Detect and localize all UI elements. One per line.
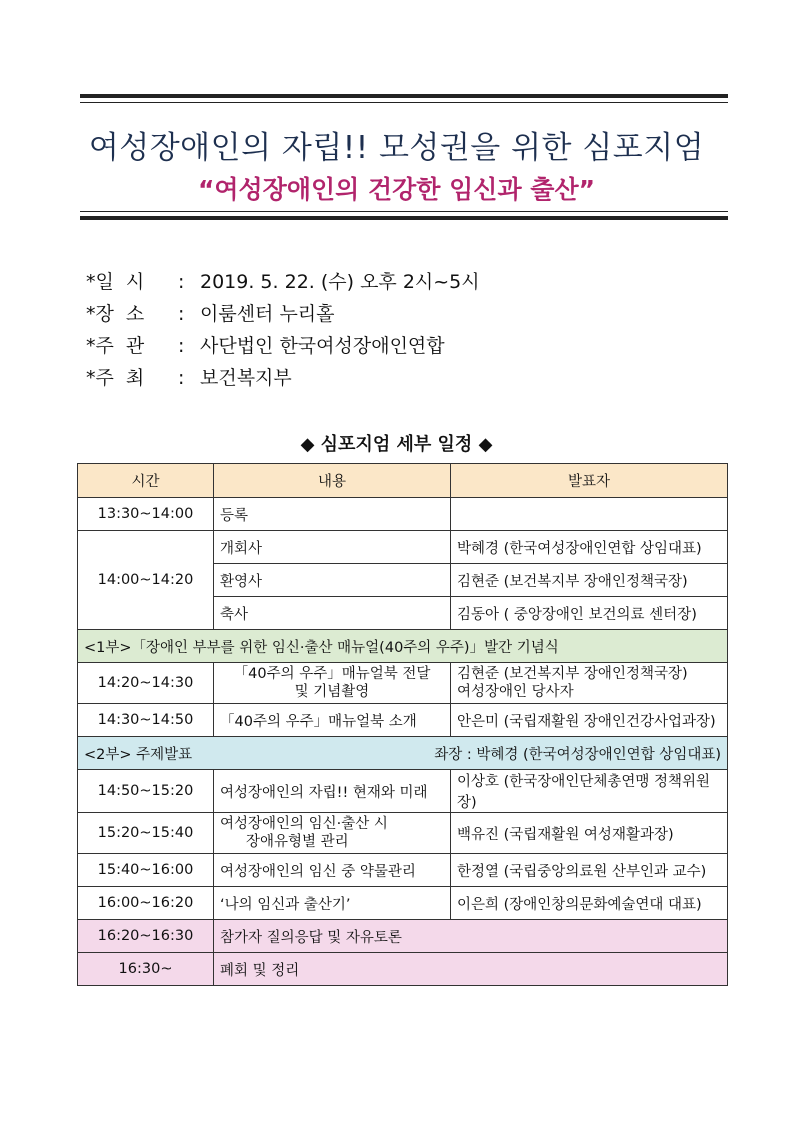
speaker-cell: 안은미 (국립재활원 장애인건강사업과장) [451, 704, 728, 737]
speaker-cell: 이상호 (한국장애인단체총연맹 정책위원장) [451, 770, 728, 813]
event-info [86, 266, 480, 394]
content-cell: 등록 [214, 498, 451, 531]
speaker-cell: 백유진 (국립재활원 여성재활과장) [451, 813, 728, 854]
speaker-line: 김현준 (보건복지부 장애인정책국장) [457, 666, 688, 682]
time-cell: 14:50~15:20 [78, 770, 214, 813]
speaker-cell: 김현준 (보건복지부 장애인정책국장) [451, 564, 728, 597]
info-value: 2019. 5. 22. (수) 오후 2시~5시 [200, 271, 480, 293]
table-row [78, 813, 728, 854]
time-cell: 15:40~16:00 [78, 854, 214, 887]
info-label: *주 최 [86, 367, 145, 389]
info-organizer [86, 362, 480, 394]
table-header [78, 464, 728, 498]
table-row [78, 498, 728, 531]
time-cell: 14:30~14:50 [78, 704, 214, 737]
page-subtitle: “여성장애인의 건강한 임신과 출산” [197, 175, 596, 204]
table-row [78, 663, 728, 704]
info-value: 보건복지부 [200, 367, 292, 389]
content-line: 및 기념촬영 [294, 684, 370, 700]
section-title: <2부> 주제발표 [84, 746, 193, 763]
info-colon: : [178, 271, 185, 293]
time-cell: 16:30~ [78, 953, 214, 986]
content-cell: 「40주의 우주」매뉴얼북 소개 [214, 704, 451, 737]
section-row-part2 [78, 737, 728, 770]
info-colon: : [178, 335, 185, 357]
section-chair: 좌장 : 박혜경 (한국여성장애인연합 상임대표) [434, 746, 721, 763]
info-date [86, 266, 480, 298]
speaker-cell: 박혜경 (한국여성장애인연합 상임대표) [451, 531, 728, 564]
header-speaker: 발표자 [451, 464, 728, 498]
schedule-title: ◆ 심포지엄 세부 일정 ◆ [300, 434, 493, 455]
table-row [78, 770, 728, 813]
table-row [78, 854, 728, 887]
bottom-double-rule [80, 211, 728, 220]
info-colon: : [178, 367, 185, 389]
time-cell: 13:30~14:00 [78, 498, 214, 531]
info-host [86, 330, 480, 362]
content-cell: 여성장애인의 임신 중 약물관리 [214, 854, 451, 887]
header-content: 내용 [214, 464, 451, 498]
content-cell: 환영사 [214, 564, 451, 597]
content-line: 여성장애인의 임신·출산 시 [220, 816, 388, 832]
content-cell: 여성장애인의 자립!! 현재와 미래 [214, 770, 451, 813]
table-row [78, 953, 728, 986]
content-cell [214, 663, 451, 704]
speaker-cell: 한정열 (국립중앙의료원 산부인과 교수) [451, 854, 728, 887]
table-row [78, 704, 728, 737]
section-row-part1 [78, 630, 728, 663]
speaker-line: 여성장애인 당사자 [457, 684, 574, 700]
content-cell: 참가자 질의응답 및 자유토론 [214, 920, 728, 953]
speaker-cell: 이은희 (장애인창의문화예술연대 대표) [451, 887, 728, 920]
schedule-table [77, 463, 728, 986]
content-cell: 폐회 및 정리 [214, 953, 728, 986]
content-line: 장애유형별 관리 [246, 834, 349, 850]
table-row [78, 920, 728, 953]
info-value: 사단법인 한국여성장애인연합 [200, 335, 445, 357]
top-double-rule [80, 94, 728, 103]
time-cell: 16:00~16:20 [78, 887, 214, 920]
info-colon: : [178, 303, 185, 325]
speaker-cell [451, 663, 728, 704]
section-title: <1부>「장애인 부부를 위한 임신·출산 매뉴얼(40주의 우주)」발간 기념식 [78, 630, 728, 663]
content-cell: ‘나의 임신과 출산기’ [214, 887, 451, 920]
content-cell: 축사 [214, 597, 451, 630]
info-label: *장 소 [86, 303, 145, 325]
content-line: 「40주의 우주」매뉴얼북 전달 [233, 666, 431, 682]
time-cell: 14:20~14:30 [78, 663, 214, 704]
time-cell: 14:00~14:20 [78, 531, 214, 630]
speaker-cell [451, 498, 728, 531]
info-label: *주 관 [86, 335, 145, 357]
table-row [78, 887, 728, 920]
content-cell: 개회사 [214, 531, 451, 564]
time-cell: 16:20~16:30 [78, 920, 214, 953]
info-place [86, 298, 480, 330]
table-row [78, 531, 728, 564]
header-time: 시간 [78, 464, 214, 498]
time-cell: 15:20~15:40 [78, 813, 214, 854]
page-title: 여성장애인의 자립!! 모성권을 위한 심포지엄 [88, 130, 705, 166]
section-cell [78, 737, 728, 770]
info-value: 이룸센터 누리홀 [200, 303, 335, 325]
speaker-cell: 김동아 ( 중앙장애인 보건의료 센터장) [451, 597, 728, 630]
content-cell [214, 813, 451, 854]
info-label: *일 시 [86, 271, 145, 293]
